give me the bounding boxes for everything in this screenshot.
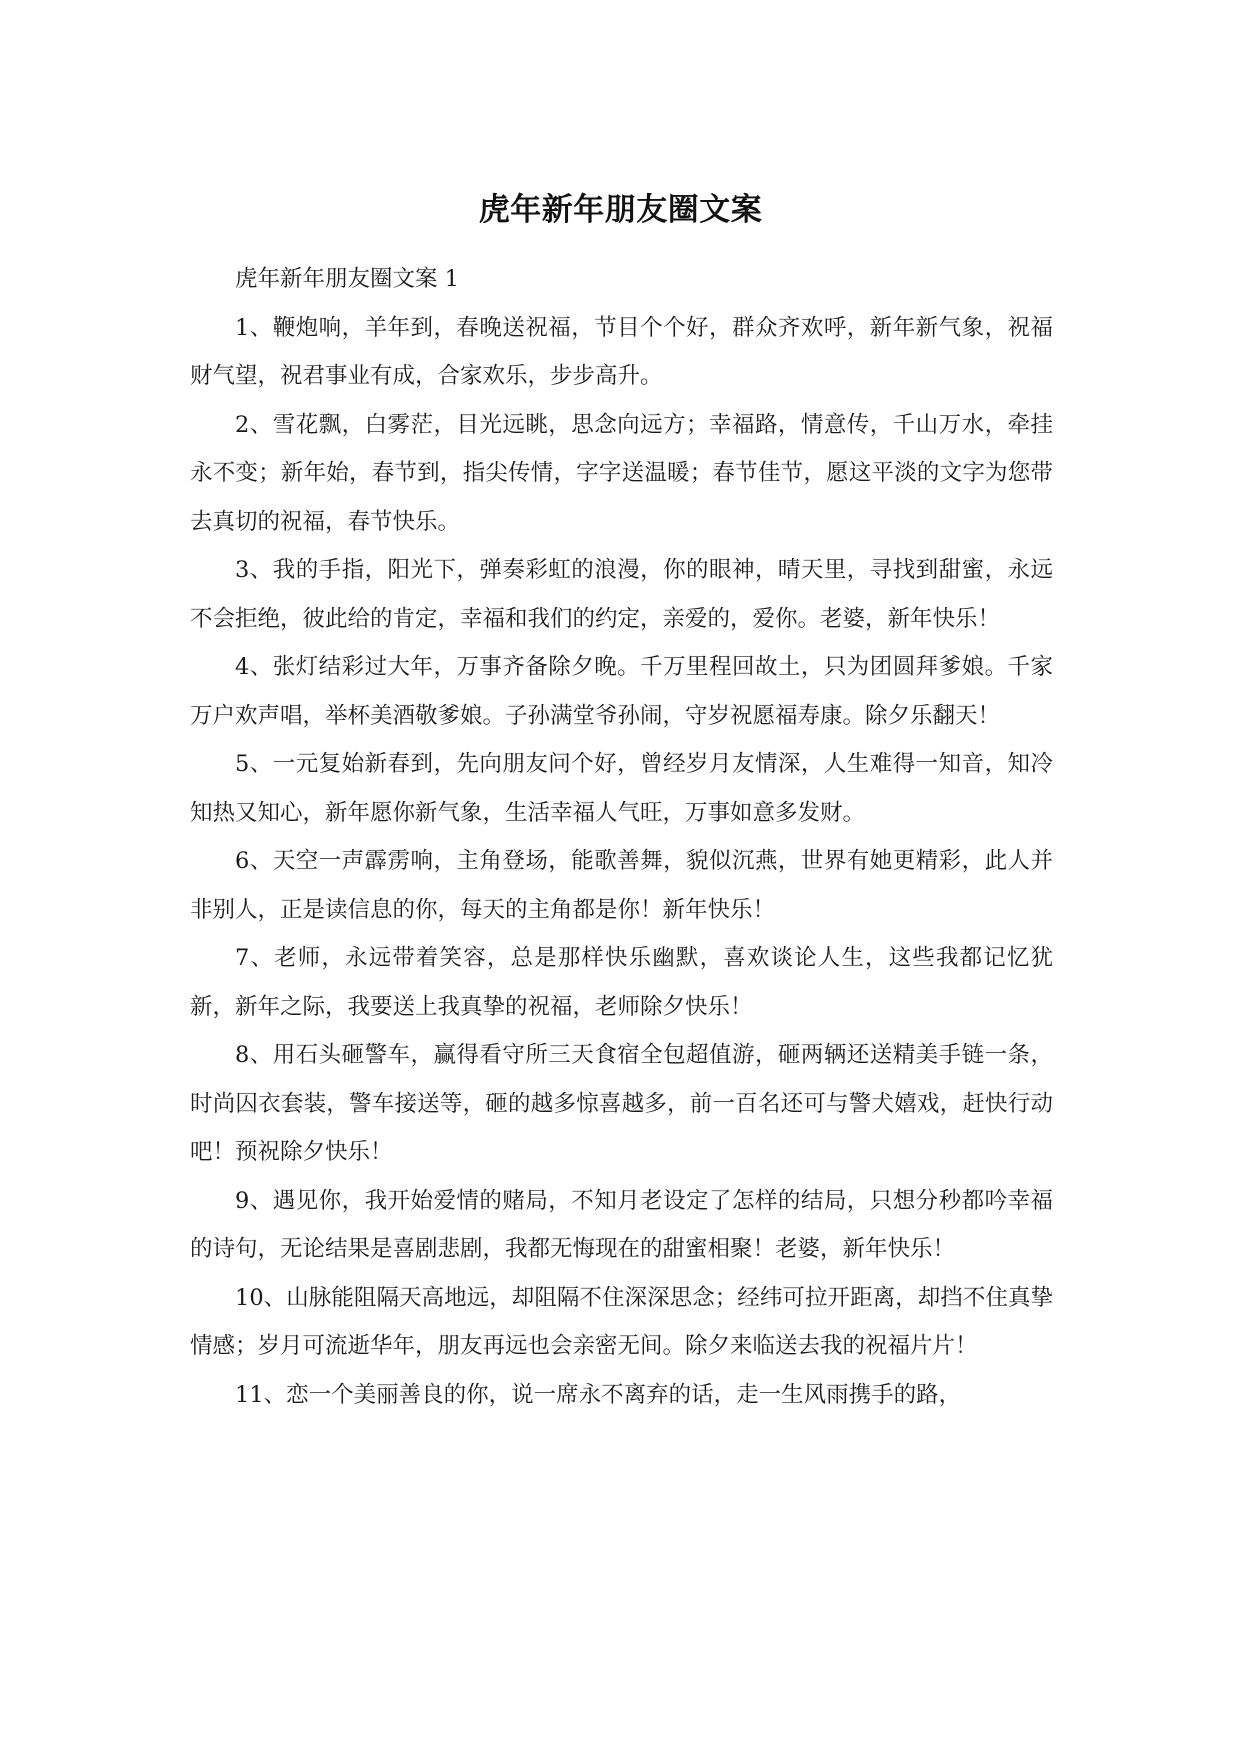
document-body xyxy=(190,255,1053,1419)
paragraph-11: 11、恋一个美丽善良的你，说一席永不离弃的话，走一生风雨携手的路， xyxy=(235,1381,962,1408)
document-title: 虎年新年朋友圈文案 xyxy=(478,192,763,228)
paragraph-1: 1、鞭炮响，羊年到，春晚送祝福，节目个个好，群众齐欢呼，新年新气象，祝福财气望，祝君事业有成，合家欢乐，步步高升。 xyxy=(190,314,1053,389)
paragraph-4: 4、张灯结彩过大年，万事齐备除夕晚。千万里程回故土，只为团圆拜爹娘。千家万户欢声唱，举杯美酒敬爹娘。子孙满堂爷孙闹，守岁祝愿福寿康。除夕乐翻天！ xyxy=(190,654,1053,729)
paragraph-10: 10、山脉能阻隔天高地远，却阻隔不住深深思念；经纬可拉开距离，却挡不住真挚情感；岁月可流逝华年，朋友再远也会亲密无间。除夕来临送去我的祝福片片！ xyxy=(190,1284,1053,1359)
paragraph-3: 3、我的手指，阳光下，弹奏彩虹的浪漫，你的眼神，晴天里，寻找到甜蜜，永远不会拒绝，彼此给的肯定，幸福和我们的约定，亲爱的，爱你。老婆，新年快乐！ xyxy=(190,557,1053,632)
paragraph-5: 5、一元复始新春到，先向朋友问个好，曾经岁月友情深，人生难得一知音，知冷知热又知心，新年愿你新气象，生活幸福人气旺，万事如意多发财。 xyxy=(190,751,1053,826)
paragraph-7: 7、老师，永远带着笑容，总是那样快乐幽默，喜欢谈论人生，这些我都记忆犹新，新年之际，我要送上我真挚的祝福，老师除夕快乐！ xyxy=(190,945,1053,1020)
paragraph-6: 6、天空一声霹雳响，主角登场，能歌善舞，貌似沉燕，世界有她更精彩，此人并非别人，正是读信息的你，每天的主角都是你！新年快乐！ xyxy=(190,848,1053,923)
section-heading: 虎年新年朋友圈文案 1 xyxy=(235,266,459,292)
paragraph-8: 8、用石头砸警车，赢得看守所三天食宿全包超值游，砸两辆还送精美手链一条，时尚囚衣套装，警车接送等，砸的越多惊喜越多，前一百名还可与警犬嬉戏，赶快行动吧！预祝除夕快乐！ xyxy=(190,1042,1053,1165)
paragraph-9: 9、遇见你，我开始爱情的赌局，不知月老设定了怎样的结局，只想分秒都吟幸福的诗句，无论结果是喜剧悲剧，我都无悔现在的甜蜜相聚！老婆，新年快乐！ xyxy=(190,1187,1053,1262)
paragraph-2: 2、雪花飘，白雾茫，目光远眺，思念向远方；幸福路，情意传，千山万水，牵挂永不变；新年始，春节到，指尖传情，字字送温暖；春节佳节，愿这平淡的文字为您带去真切的祝福，春节快乐。 xyxy=(190,411,1053,535)
